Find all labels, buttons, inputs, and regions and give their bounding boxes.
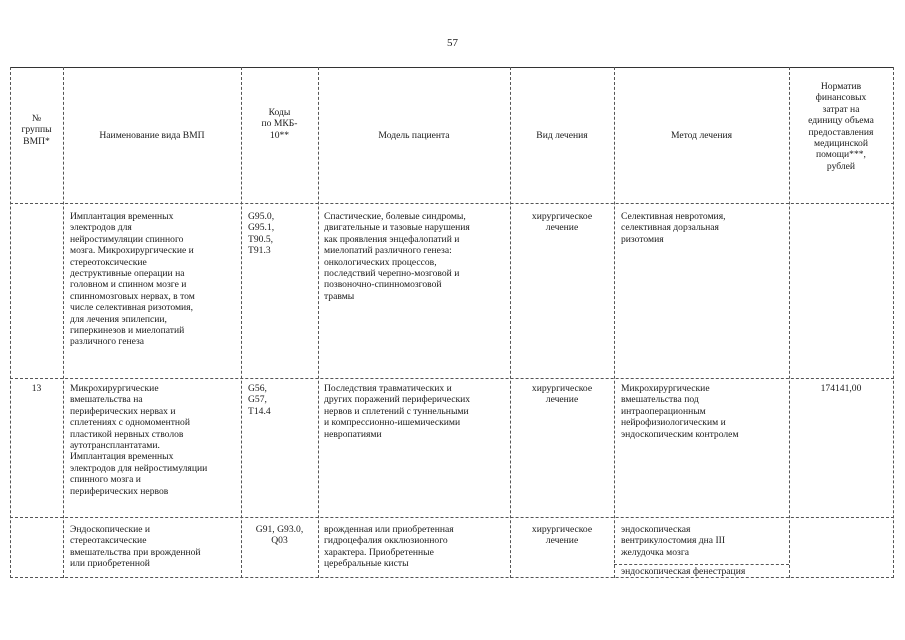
row-treatment-method: Микрохирургические вмешательства под интраоперационным нейрофизиологическим и эндоскопическим контролем [621, 383, 739, 440]
row-group-number: 13 [31, 383, 42, 394]
row-patient-model: Последствия травматических и других поражений периферических нервов и сплетений с туннельными и компрессионно-ишемическими невропатиями [324, 383, 471, 440]
row-treatment-method-2: эндоскопическая фенестрация [621, 566, 746, 577]
row-cost-norm: 174141,00 [820, 383, 862, 394]
header-patient-model: Модель пациента [378, 130, 450, 141]
col-divider [510, 67, 511, 578]
row-patient-model: врожденная или приобретенная гидроцефалия окклюзионного характера. Приобретенные церебральные кисты [324, 524, 454, 570]
header-name: Наименование вида ВМП [99, 130, 205, 141]
row-separator [10, 517, 894, 518]
row-treatment-method: Селективная невротомия, селективная дорзальная ризотомия [621, 211, 726, 245]
table-top-rule [10, 67, 894, 68]
row-treatment-type: хирургическое лечение [531, 383, 593, 406]
col-divider [241, 67, 242, 578]
sub-row-separator [614, 564, 789, 565]
row-treatment-type: хирургическое лечение [531, 211, 593, 234]
header-treatment-method: Метод лечения [670, 130, 733, 141]
header-icd-codes: Коды по МКБ- 10** [261, 107, 298, 141]
row-separator [10, 378, 894, 379]
header-group-number: № группы ВМП* [21, 113, 52, 147]
row-service-name: Имплантация временных электродов для нейростимуляции спинного мозга. Микрохирургические и стереотоксические деструктивные операции на головном и спинном мозге и спинномозговых нервах, в том числе селективная ризотомия, для лечения эпилепсии, гиперкинезов и миелопатий различного генеза [70, 211, 195, 348]
col-divider [614, 67, 615, 578]
row-icd-codes: G56, G57, T14.4 [248, 383, 271, 417]
header-bottom-rule [10, 203, 894, 204]
row-treatment-type: хирургическое лечение [531, 524, 593, 547]
row-service-name: Эндоскопические и стереотаксические вмешательства при врожденной или приобретенной [70, 524, 201, 570]
row-patient-model: Спастические, болевые синдромы, двигательные и тазовые нарушения как проявления энцефалопатий и миелопатий различного генеза: онкологических процессов, последствий черепно-мозговой и позвоночно-спинномозговой травмы [324, 211, 470, 302]
row-service-name: Микрохирургические вмешательства на периферических нервах и сплетениях с одномоментной пластикой нервных стволов аутотрансплантатами. Имплантация временных электродов для нейростимуляции спинного мозга и периферических нервов [70, 383, 208, 497]
page-number: 57 [447, 37, 458, 49]
row-icd-codes: G95.0, G95.1, T90.5, T91.3 [248, 211, 275, 257]
header-treatment-type: Вид лечения [536, 130, 588, 141]
col-divider [893, 67, 894, 578]
col-divider [63, 67, 64, 578]
row-treatment-method: эндоскопическая вентрикулостомия дна III желудочка мозга [621, 524, 726, 558]
col-divider [318, 67, 319, 578]
header-cost-norm: Норматив финансовых затрат на единицу объема предоставления медицинской помощи***, рублей [808, 81, 874, 172]
row-icd-codes: G91, G93.0, Q03 [255, 524, 304, 547]
